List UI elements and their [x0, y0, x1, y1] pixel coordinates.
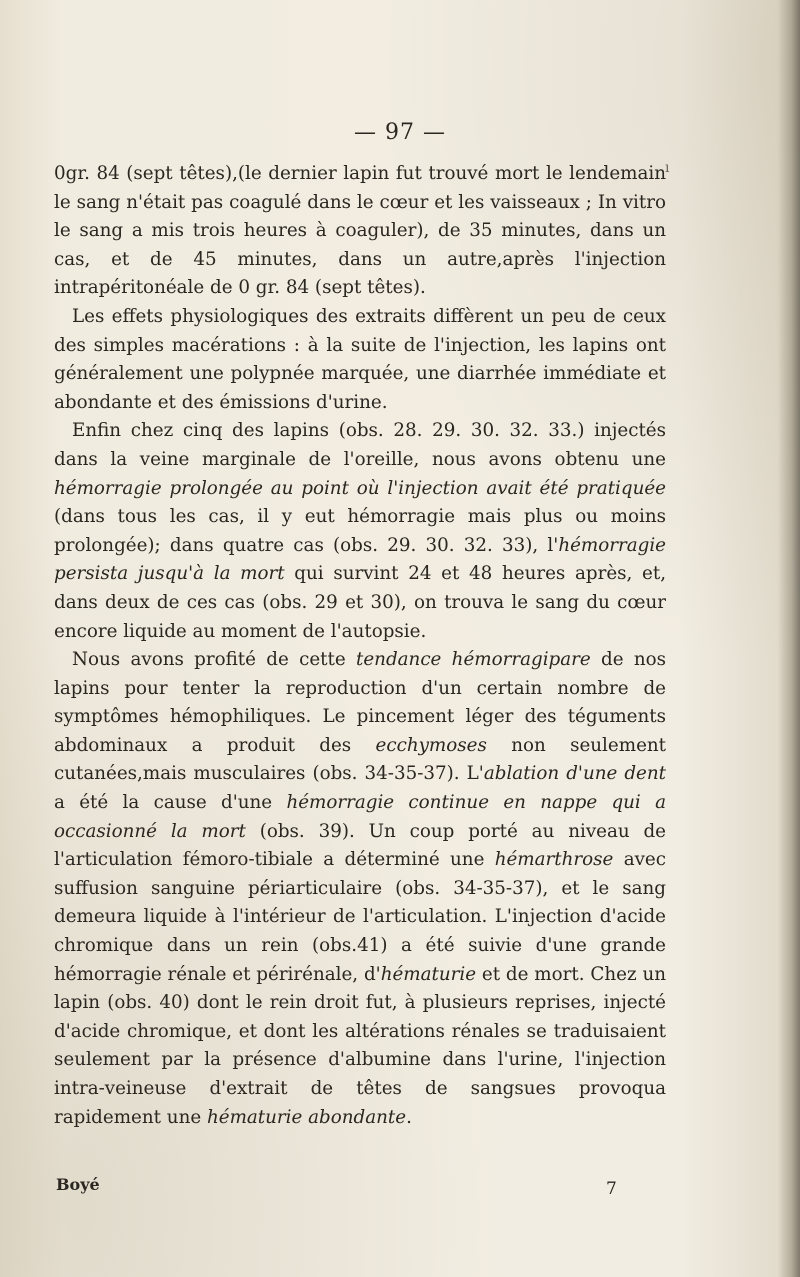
- paragraph-4-text-3: non seulement cutanées,mais musculaires (obs. 34-35-37). L': [54, 734, 667, 785]
- paragraph-4-text-4: a été la cause d'une: [54, 792, 287, 814]
- paragraph-4-italic-5: hémarthrose: [494, 849, 614, 871]
- paragraph-4-italic-6: hématurie: [380, 963, 477, 985]
- body-text: [54, 160, 666, 1132]
- paragraph-2: Les effets physiologiques des extraits diffèrent un peu de ceux des simples macérations : à la suite de l'injection, les lapins ont généralement une polypnée marquée, une diarrhée immédiate et abondante et des émissions d'urine.: [54, 305, 666, 413]
- paragraph-4-italic-2: ecchymoses: [375, 734, 487, 756]
- paragraph-4-italic-1: tendance hémorragipare: [356, 649, 591, 671]
- paragraph-4-italic-3: ablation d'une dent: [483, 763, 666, 785]
- paragraph-1: 0gr. 84 (sept têtes),(le dernier lapin fut trouvé mort le lendemain le sang n'était pas coagulé dans le cœur et les vaisseaux ; In vitro le sang a mis trois heures à coaguler), de 35 minutes, dans un cas, et de 45 minutes, dans un autre,après l'injection intrapéritonéale de 0 gr. 84 (sept têtes).: [54, 163, 666, 299]
- paragraph-3-text-2: (dans tous les cas, il y eut hémorragie mais plus ou moins prolongée); dans quatre cas (obs. 29. 30. 32. 33), l': [54, 506, 666, 556]
- paragraph-4-text-1: Nous avons profité de cette: [72, 649, 356, 671]
- paragraph-4-italic-4: hémorragie continue en nappe qui a occasionné la mort: [54, 792, 666, 842]
- paragraph-3-italic-1: hémorragie prolongée au point où l'injection avait été pratiquée: [54, 477, 666, 499]
- page-number: — 97 —: [354, 120, 446, 145]
- paragraph-3: [54, 417, 666, 646]
- page-footer: [56, 1175, 616, 1199]
- paragraph-3-italic-2: hémorragie persista jusqu'à la mort: [54, 534, 666, 585]
- paragraph-4-text-5: (obs. 39). Un coup porté au niveau de l'articulation fémoro-tibiale a déterminé une: [54, 820, 666, 871]
- paragraph-3-text-3: qui survint 24 et 48 heures après, et, dans deux de ces cas (obs. 29 et 30), on trouva le sang du cœur encore liquide au moment de l'autopsie.: [54, 563, 667, 642]
- paragraph-4-text-7: et de mort. Chez un lapin (obs. 40) dont le rein droit fut, à plusieurs reprises, injecté d'acide chromique, et dont les altérations rénales se traduisaient seulement par la présence d'albumine dans l'urine, l'injection intra-veineuse d'extrait de têtes de sangsues provoqua rapidement une: [54, 963, 666, 1128]
- paragraph-4-text-6: avec suffusion sanguine périarticulaire (obs. 34-35-37), et le sang demeura liquide à l'intérieur de l'articulation. L'injection d'acide chromique dans un rein (obs.41) a été suivie d'une grande hémorragie rénale et périrénale, d': [54, 849, 666, 985]
- page-edge-shadow: [778, 0, 800, 1277]
- footer-signature: Boyé: [56, 1175, 100, 1194]
- paragraph-3-text-1: Enfin chez cinq des lapins (obs. 28. 29. 30. 32. 33.) injectés dans la veine marginale de l'oreille, nous avons obtenu une: [54, 420, 666, 470]
- paragraph-4-italic-7: hématurie abondante: [206, 1106, 407, 1128]
- footer-sheet-number: 7: [606, 1179, 617, 1199]
- paragraph-4-text-8: .: [406, 1106, 412, 1128]
- paragraph-4-text-2: de nos lapins pour tenter la reproduction d'un certain nombre de symptômes hémophiliques. Le pincement léger des téguments abdominaux a produit des: [54, 649, 667, 756]
- margin-mark: ı: [665, 160, 670, 176]
- paragraph-4: [54, 646, 666, 1132]
